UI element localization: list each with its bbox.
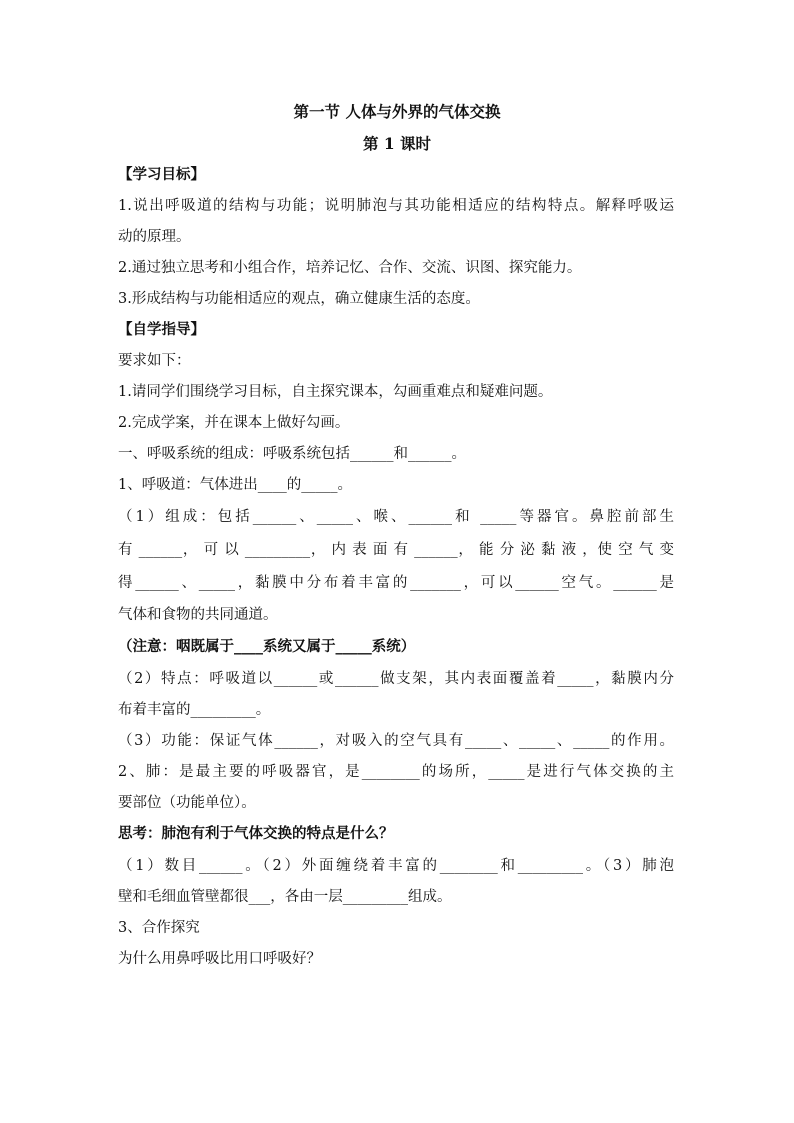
paragraph-line: 2.完成学案，并在课本上做好勾画。 — [118, 415, 350, 431]
page-title: 第一节 人体与外界的气体交换 — [293, 102, 501, 121]
paragraph-line: 壁和毛细血管壁都很___，各由一层_________组成。 — [118, 889, 452, 905]
paragraph-line: 1、呼吸道：气体进出____的_____。 — [118, 477, 352, 493]
paragraph-line: （3）功能：保证气体______，对吸入的空气具有_____、_____、_____的作用。 — [118, 733, 674, 749]
paragraph-line: （1）组成：包括______、_____、喉、______和 _____等器官。鼻腔前部生 — [118, 509, 674, 525]
paragraph-line: （2）特点：呼吸道以______或______做支架，其内表面覆盖着_____，黏膜内分 — [118, 671, 674, 687]
paragraph-line: 3、合作探究 — [118, 920, 200, 936]
paragraph-line: 3.形成结构与功能相适应的观点，确立健康生活的态度。 — [118, 291, 480, 307]
note-line: （注意：咽既属于____系统又属于_____系统） — [118, 638, 416, 655]
paragraph-line: 为什么用鼻呼吸比用口呼吸好？ — [118, 951, 321, 967]
paragraph-line: 1.说出呼吸道的结构与功能；说明肺泡与其功能相适应的结构特点。解释呼吸运 — [118, 198, 674, 214]
paragraph-line: 动的原理。 — [118, 229, 191, 245]
page-subtitle: 第 1 课时 — [362, 134, 432, 153]
paragraph-line: 布着丰富的_________。 — [118, 702, 271, 718]
paragraph-line: 1.请同学们围绕学习目标，自主探究课本，勾画重难点和疑难问题。 — [118, 384, 553, 400]
paragraph-line: 2、肺：是最主要的呼吸器官，是________的场所，_____是进行气体交换的主 — [118, 764, 674, 780]
paragraph-line: 有 ______， 可 以 _________， 内 表 面 有 ______， 能 分 泌 黏 液 ，使 空 气 变 — [118, 542, 674, 558]
paragraph-line: 要求如下： — [118, 353, 191, 369]
paragraph-line: 2.通过独立思考和小组合作，培养记忆、合作、交流、识图、探究能力。 — [118, 260, 582, 276]
paragraph-line: 得______、_____，黏膜中分布着丰富的_______，可以______空气。______是 — [118, 575, 674, 591]
section-heading-guide: 【自学指导】 — [118, 321, 205, 338]
paragraph-line: （1）数目______。（2）外面缠绕着丰富的________和_________。（3）肺泡 — [118, 858, 674, 874]
section-heading-objectives: 【学习目标】 — [118, 166, 205, 183]
paragraph-line: 要部位（功能单位）。 — [118, 795, 256, 811]
section-heading-respiratory-system: 一、呼吸系统的组成：呼吸系统包括______和______。 — [118, 446, 466, 462]
question-heading: 思考：肺泡有利于气体交换的特点是什么？ — [118, 825, 394, 842]
paragraph-line: 气体和食物的共同通道。 — [118, 607, 278, 623]
